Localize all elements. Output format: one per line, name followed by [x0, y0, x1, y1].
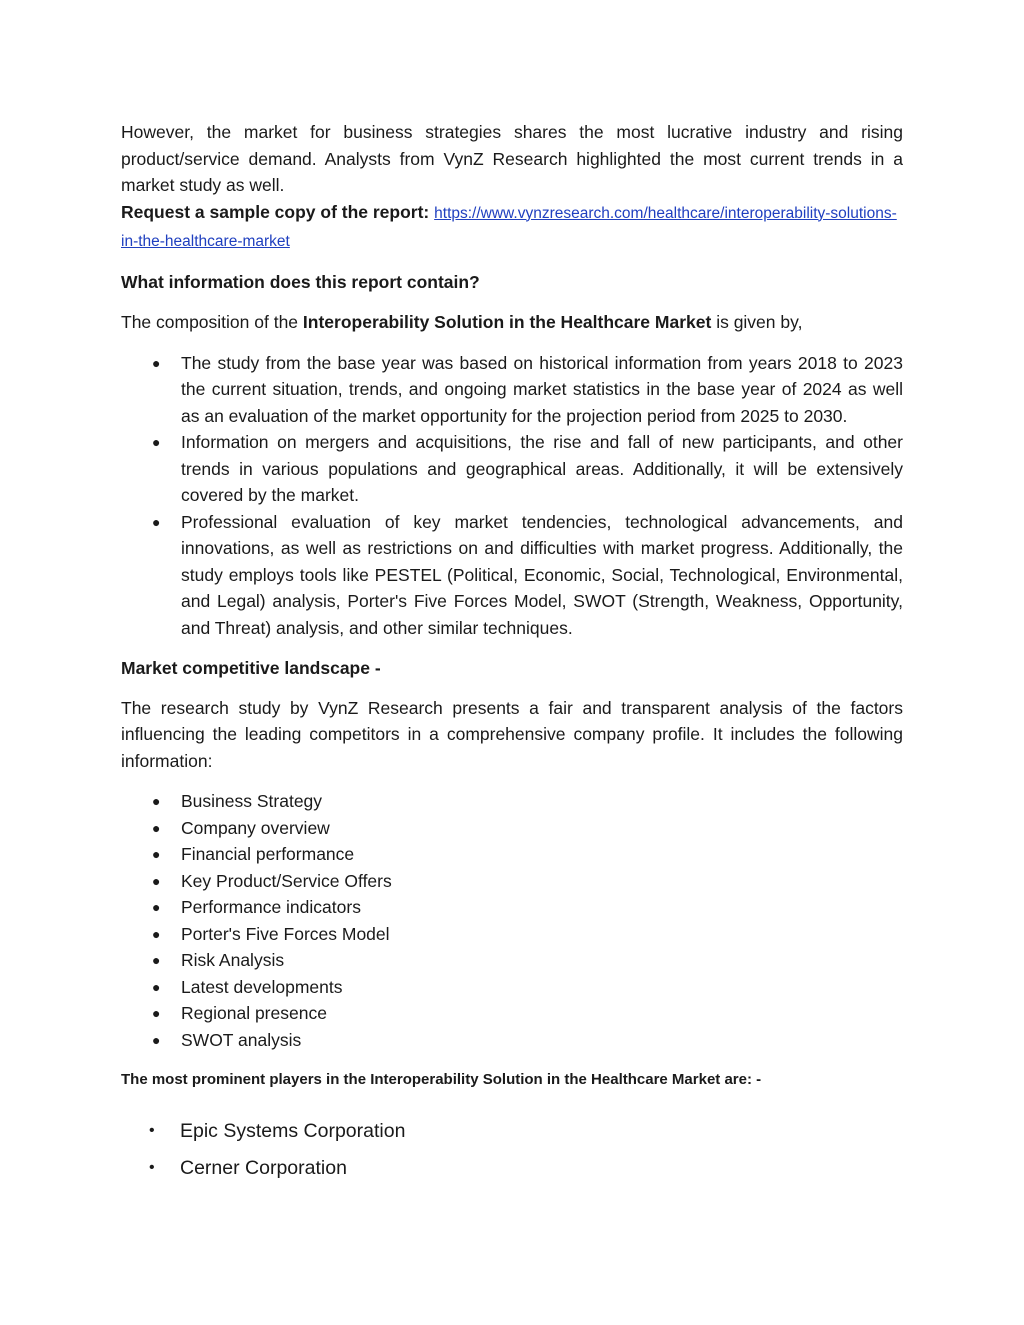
composition-paragraph — [121, 309, 903, 336]
list-item — [121, 947, 903, 974]
list-item — [121, 894, 903, 921]
bullet-icon: ● — [152, 1005, 161, 1021]
list-item-text: Company overview — [181, 817, 330, 838]
bullet-icon: ● — [152, 978, 161, 995]
bullet-icon: ● — [152, 793, 161, 809]
composition-suffix: is given by, — [711, 312, 803, 332]
bullet-icon: ● — [152, 819, 161, 836]
list-item-text: SWOT analysis — [181, 1029, 302, 1050]
list-item-text: Risk Analysis — [181, 950, 285, 970]
bullet-icon: ● — [152, 513, 161, 530]
request-sample-line — [121, 199, 903, 255]
list-item-text: Latest developments — [181, 976, 343, 997]
report-link[interactable]: https://www.vynzresearch.com/healthcare/interoperability-solutions-in-the-healthcare-market — [121, 204, 897, 250]
players-heading: The most prominent players in the Interoperability Solution in the Healthcare Market are: - — [121, 1071, 762, 1088]
list-item — [121, 429, 903, 509]
bullet-icon: ● — [152, 434, 161, 450]
list-item — [121, 1155, 903, 1181]
list-item — [121, 974, 903, 1001]
list-item-text: Financial performance — [181, 844, 355, 864]
bullet-icon: • — [149, 1121, 155, 1139]
bullet-icon: ● — [152, 872, 161, 889]
report-contents-list — [121, 350, 903, 642]
list-item — [121, 815, 903, 842]
info-heading: What information does this report contain? — [121, 271, 480, 292]
list-item — [121, 1027, 903, 1054]
composition-market-name: Interoperability Solution in the Healthcare Market — [302, 312, 712, 332]
bullet-icon: ● — [152, 1031, 161, 1048]
intro-paragraph: However, the market for business strategies shares the most lucrative industry and rising product/service demand. Analysts from VynZ Research highlighted the most current trends in a market study as well. — [121, 122, 903, 195]
landscape-paragraph: The research study by VynZ Research presents a fair and transparent analysis of the factors influencing the leading competitors in a comprehensive company profile. It includes the following information: — [121, 697, 903, 771]
list-item — [121, 509, 903, 642]
list-item — [121, 841, 903, 868]
bullet-icon: ● — [152, 899, 161, 915]
bullet-icon: ● — [152, 354, 161, 371]
list-item — [121, 788, 903, 815]
list-item-text: Professional evaluation of key market tendencies, technological advancements, and innovations, as well as restrictions on and difficulties with market progress. Additionally, the study employs tools like PESTEL (Political, Economic, Social, Technological, Environmental, and Legal) analysis, Porter's Five Forces Model, SWOT (Strength, Weakness, Opportunity, and Threat) analysis, and other similar techniques. — [181, 511, 903, 638]
list-item — [121, 921, 903, 948]
list-item-text: Information on mergers and acquisitions, the rise and fall of new participants, and other trends in various populations and geographical areas. Additionally, it will be extensively covered by the market. — [181, 432, 903, 505]
list-item-text: Business Strategy — [181, 791, 323, 811]
landscape-heading: Market competitive landscape - — [121, 658, 381, 678]
list-item — [121, 1118, 903, 1144]
list-item-text: Epic Systems Corporation — [180, 1119, 406, 1142]
document-page — [121, 119, 903, 1193]
list-item — [121, 350, 903, 430]
bullet-icon: ● — [152, 925, 161, 942]
bullet-icon: • — [149, 1159, 155, 1176]
list-item-text: Cerner Corporation — [180, 1157, 347, 1179]
request-sample-label: Request a sample copy of the report: — [121, 201, 430, 222]
list-item-text: Key Product/Service Offers — [181, 870, 392, 891]
list-item — [121, 868, 903, 895]
list-item-text: Regional presence — [181, 1003, 327, 1023]
list-item-text: Performance indicators — [181, 897, 361, 917]
composition-prefix: The composition of the — [121, 312, 303, 332]
bullet-icon: ● — [152, 952, 161, 968]
profile-items-list — [121, 788, 903, 1053]
list-item-text: The study from the base year was based on historical information from years 2018 to 2023 the current situation, trends, and ongoing market statistics in the base year of 2024 as well as an evaluation of the market opportunity for the projection period from 2025 to 2030. — [181, 352, 903, 426]
list-item — [121, 1000, 903, 1027]
players-list — [121, 1118, 903, 1182]
bullet-icon: ● — [152, 846, 161, 862]
list-item-text: Porter's Five Forces Model — [181, 923, 390, 944]
